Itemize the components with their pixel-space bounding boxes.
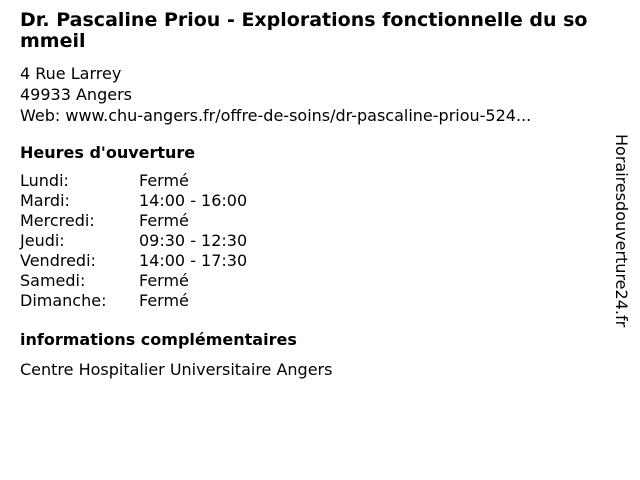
hours-row-mardi: [20, 191, 600, 211]
watermark: [612, 134, 630, 374]
website-link[interactable]: Web: www.chu-angers.fr/offre-de-soins/dr-pascaline-priou-524...: [20, 106, 532, 125]
hours-row-lundi: [20, 171, 600, 191]
day-label: Lundi:: [20, 171, 69, 190]
opening-hours-table: [20, 171, 600, 311]
day-label: Dimanche:: [20, 291, 107, 310]
page-title: Dr. Pascaline Priou - Explorations fonctionnelle du sommeil: [20, 9, 588, 52]
day-label: Jeudi:: [20, 231, 65, 250]
info-heading: informations complémentaires: [20, 330, 297, 349]
day-label: Mardi:: [20, 191, 70, 210]
address-street: 4 Rue Larrey: [20, 64, 122, 83]
day-label: Samedi:: [20, 271, 86, 290]
time-value: Fermé: [139, 291, 189, 310]
time-value: 14:00 - 17:30: [139, 251, 248, 270]
info-text: Centre Hospitalier Universitaire Angers: [20, 360, 333, 379]
day-label: Mercredi:: [20, 211, 95, 230]
hours-row-samedi: [20, 271, 600, 291]
time-value: Fermé: [139, 171, 189, 190]
listing-card: [20, 10, 600, 380]
day-label: Vendredi:: [20, 251, 96, 270]
hours-heading: Heures d'ouverture: [20, 143, 196, 162]
time-value: 09:30 - 12:30: [139, 231, 248, 250]
address-block: [20, 63, 600, 126]
watermark-text: Horairesdouverture24.fr: [612, 134, 631, 328]
hours-row-vendredi: [20, 251, 600, 271]
hours-row-dimanche: [20, 291, 600, 311]
time-value: Fermé: [139, 211, 189, 230]
hours-row-mercredi: [20, 211, 600, 231]
time-value: 14:00 - 16:00: [139, 191, 248, 210]
hours-row-jeudi: [20, 231, 600, 251]
time-value: Fermé: [139, 271, 189, 290]
address-city: 49933 Angers: [20, 85, 132, 104]
